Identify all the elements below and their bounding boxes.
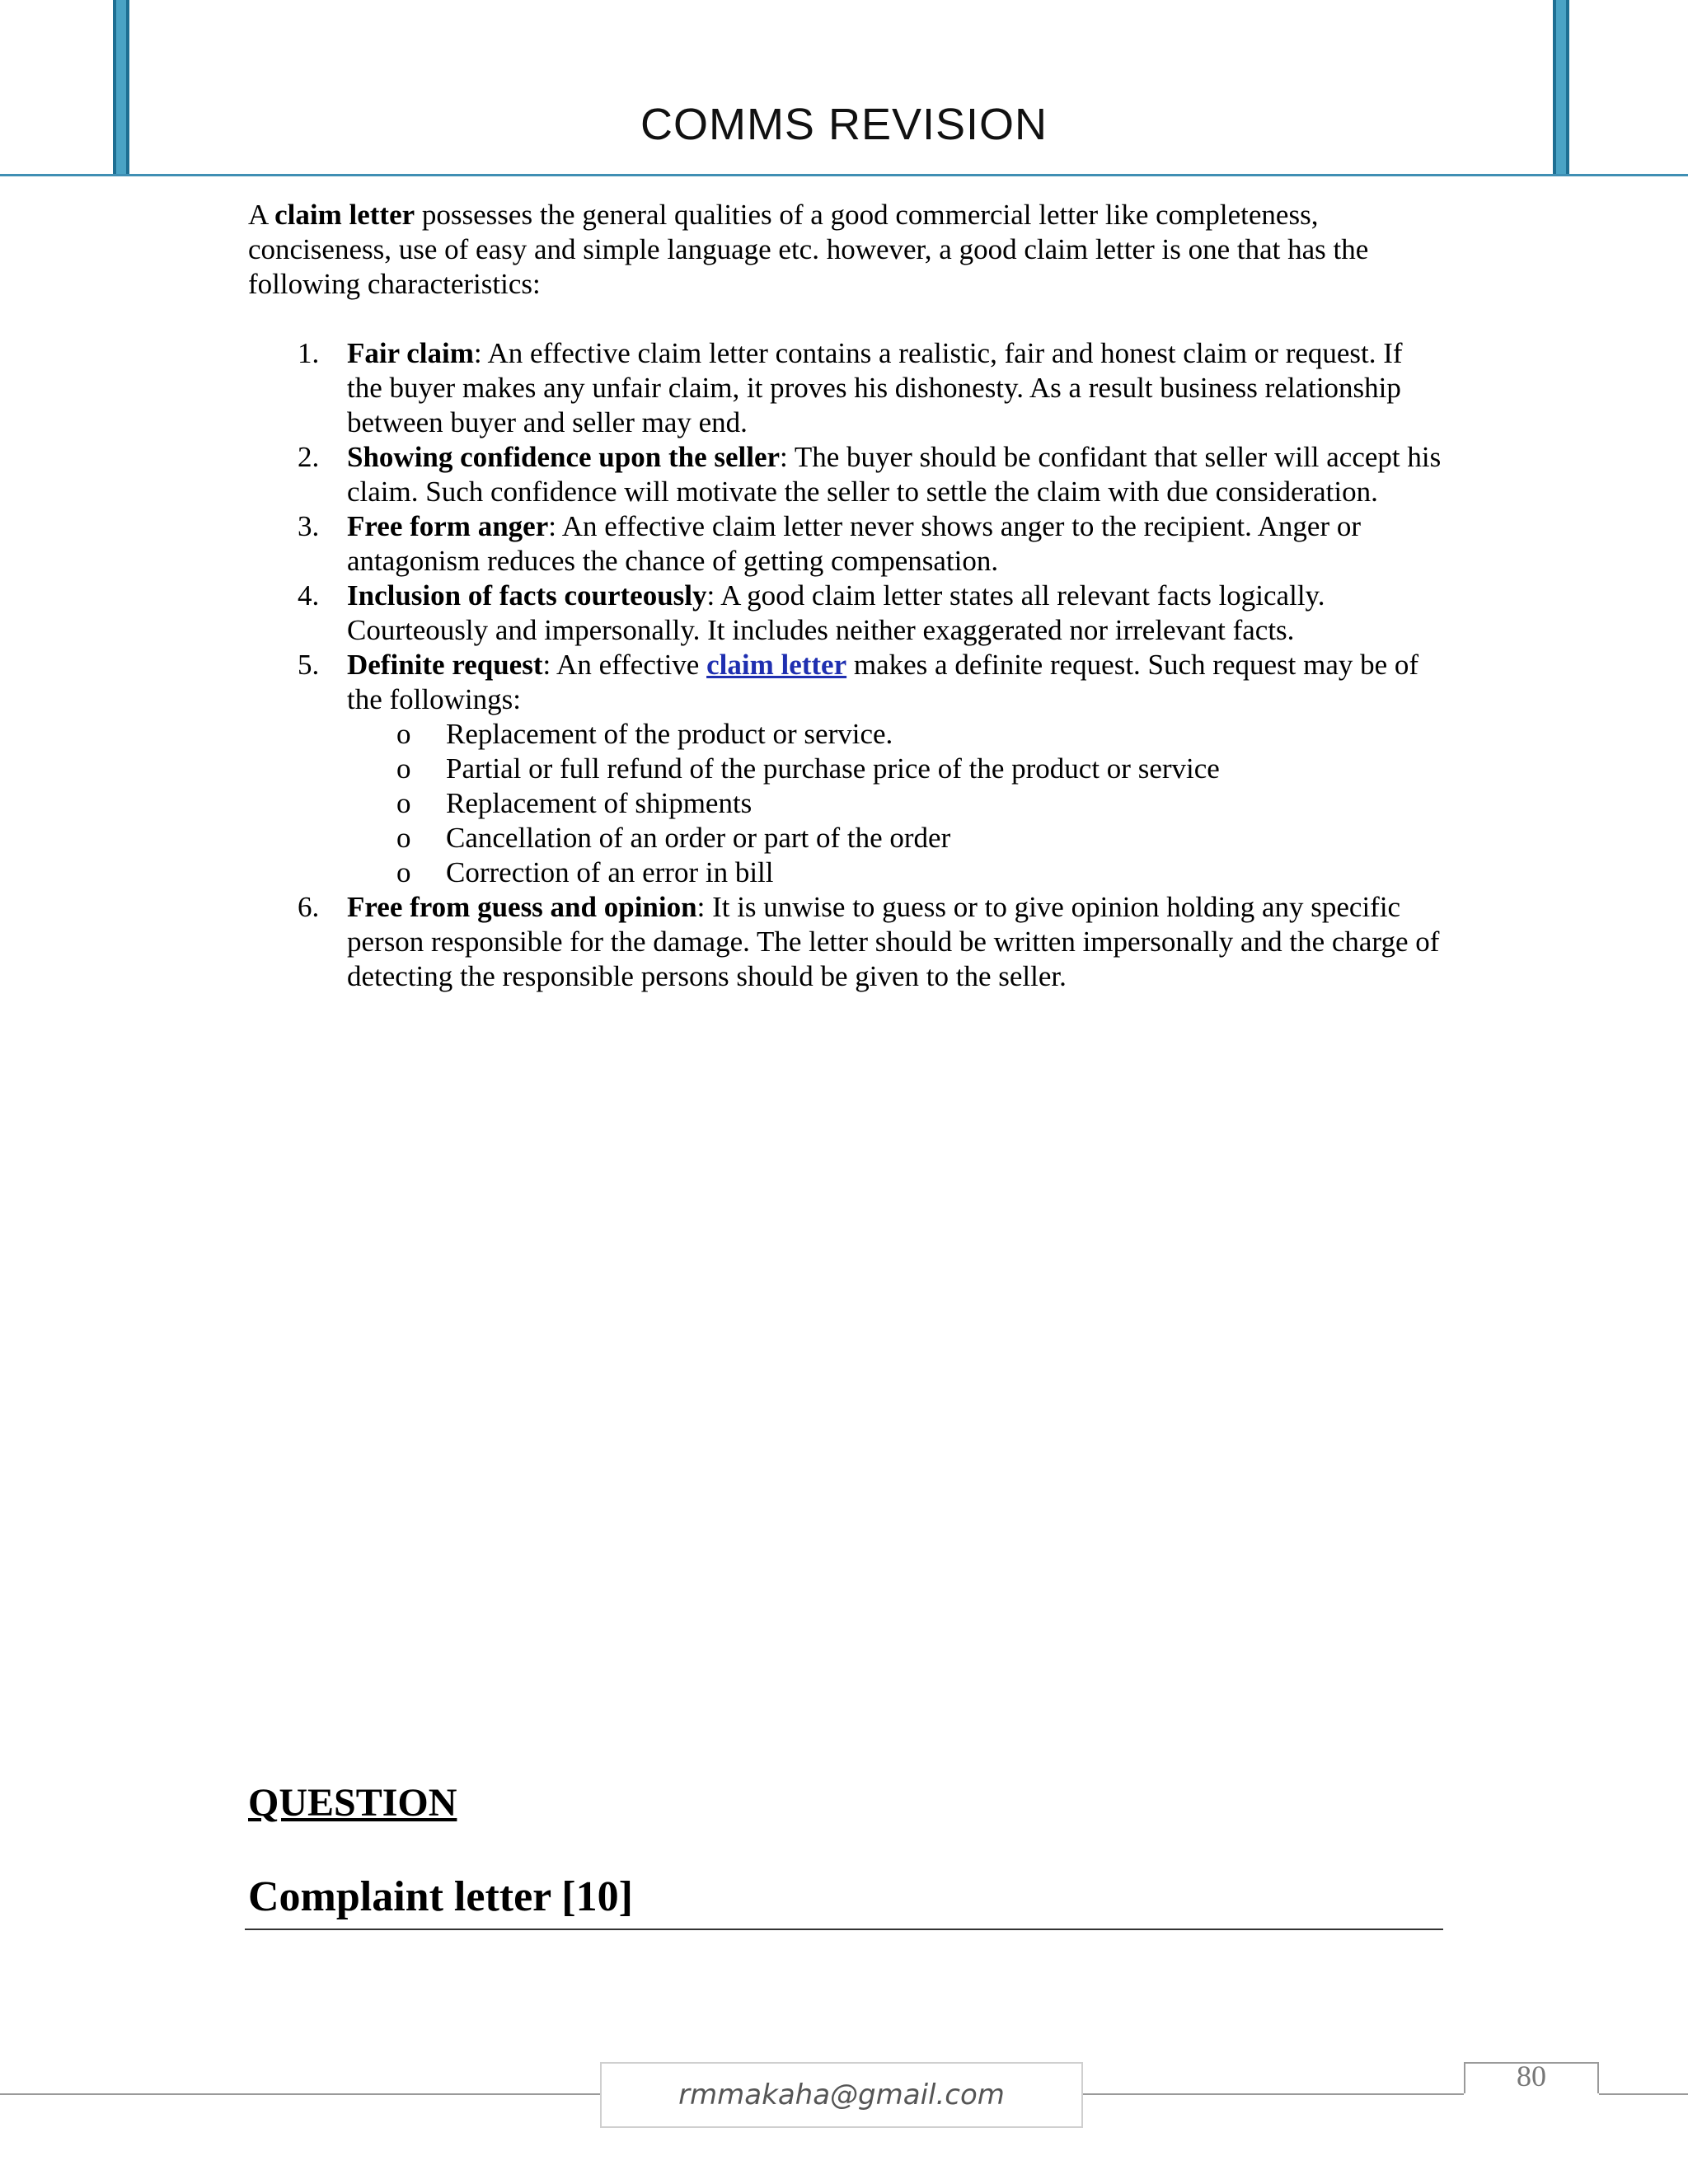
- claim-letter-link[interactable]: claim letter: [706, 649, 847, 681]
- intro-bold-term: claim letter: [274, 199, 415, 231]
- list-item: 3. Free form anger: An effective claim letter never shows anger to the recipient. Anger or antagonism reduces the chance of getting compensation.: [298, 510, 1362, 577]
- question-heading: QUESTION: [248, 1781, 457, 1825]
- intro-paragraph: A claim letter possesses the general qualities of a good commercial letter like completeness, conciseness, use of easy and simple language etc. however, a good claim letter is one that has the following characteristics:: [248, 199, 1369, 300]
- list-item: 5. Definite request: An effective claim letter makes a definite request. Such request may be of the followings: o Replacement of the product or service. o Partial or full refund of the purchase price of the product or service o Replacement of shipments o Cancellation of an order or part of the order o Correction of an error in bill: [248, 648, 1443, 890]
- sublist-item: o Correction of an error in bill: [396, 856, 774, 888]
- heading-rule: [245, 1929, 1443, 1930]
- request-sublist: [347, 717, 1443, 890]
- characteristics-list: [248, 336, 1443, 994]
- footer-rule-right: [1599, 2093, 1688, 2095]
- sublist-item: o Cancellation of an order or part of the order: [396, 822, 951, 854]
- sublist-item: o Replacement of the product or service.: [396, 718, 893, 750]
- bullet-marker: o: [396, 822, 411, 854]
- bullet-marker: o: [396, 752, 411, 785]
- sublist-item: o Replacement of shipments: [396, 787, 753, 819]
- complaint-heading: Complaint letter [10]: [248, 1873, 633, 1920]
- bullet-marker: o: [396, 856, 411, 888]
- header-rule: [0, 174, 1688, 176]
- footer-rule-left: [0, 2093, 600, 2095]
- list-item: 6. Free from guess and opinion: It is unwise to guess or to give opinion holding any specific person responsible for the damage. The letter should be written impersonally and the charge of detecting the responsible persons should be given to the seller.: [298, 891, 1440, 992]
- page-number: 80: [1464, 2062, 1599, 2093]
- page-header-title: COMMS REVISION: [640, 100, 1048, 149]
- list-item: 4. Inclusion of facts courteously: A good claim letter states all relevant facts logically. Courteously and impersonally. It includes neither exaggerated nor irrelevant facts.: [298, 579, 1325, 646]
- footer-email: rmmakaha@gmail.com: [600, 2062, 1083, 2128]
- bullet-marker: o: [396, 787, 411, 819]
- list-item: 1. Fair claim: An effective claim letter contains a realistic, fair and honest claim or request. If the buyer makes any unfair claim, it proves his dishonesty. As a result business relationship between buyer and seller may end.: [298, 337, 1403, 438]
- sublist-item: o Partial or full refund of the purchase price of the product or service: [396, 752, 1220, 785]
- document-body: [248, 198, 1443, 994]
- footer-rule-middle: [1083, 2093, 1464, 2095]
- list-item: 2. Showing confidence upon the seller: The buyer should be confidant that seller will accept his claim. Such confidence will motivate the seller to settle the claim with due consideration.: [298, 441, 1442, 508]
- bullet-marker: o: [396, 718, 411, 750]
